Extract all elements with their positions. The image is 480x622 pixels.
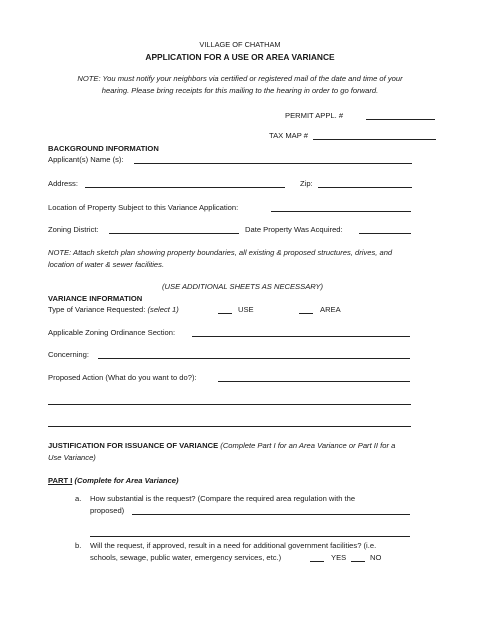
- permit-appl-field[interactable]: [366, 119, 435, 120]
- address-label: Address:: [48, 179, 78, 188]
- justification-heading: JUSTIFICATION FOR ISSUANCE OF VARIANCE: [48, 441, 219, 450]
- proposed-action-line-2[interactable]: [48, 404, 411, 405]
- area-option-label: AREA: [320, 305, 341, 314]
- yes-label: YES: [331, 553, 347, 562]
- ordinance-section-field[interactable]: [192, 336, 410, 337]
- variance-type-text: Type of Variance Requested:: [48, 305, 146, 314]
- question-a-line-field-2[interactable]: [90, 536, 410, 537]
- additional-sheets-note: (USE ADDITIONAL SHEETS AS NECESSARY): [162, 282, 324, 291]
- question-a-line-1: How substantial is the request? (Compare the required area regulation with the: [90, 494, 356, 503]
- zoning-district-label: Zoning District:: [48, 225, 99, 234]
- variance-type-hint: (select 1): [147, 305, 179, 314]
- justification-heading-row: [48, 441, 395, 450]
- date-acquired-field[interactable]: [359, 233, 411, 234]
- concerning-label: Concerning:: [48, 350, 89, 359]
- justification-hint-2: Use Variance): [48, 453, 96, 462]
- part1-hint: (Complete for Area Variance): [74, 476, 179, 485]
- notice-line-2: hearing. Please bring receipts for this mailing to the hearing in order to go forward.: [101, 86, 379, 95]
- proposed-action-label: Proposed Action (What do you want to do?):: [48, 373, 197, 382]
- sketch-note-line-2: location of water & sewer facilities.: [48, 260, 165, 269]
- tax-map-label: TAX MAP #: [269, 131, 308, 140]
- variance-type-label: [48, 305, 179, 314]
- background-heading: BACKGROUND INFORMATION: [48, 144, 159, 153]
- part1-label: PART I: [48, 476, 73, 485]
- zip-field[interactable]: [318, 187, 412, 188]
- question-a-letter: a.: [75, 494, 82, 503]
- notice-line-1: NOTE: You must notify your neighbors via certified or registered mail of the date and time of your: [77, 74, 403, 83]
- page-title: APPLICATION FOR A USE OR AREA VARIANCE: [145, 52, 335, 62]
- location-label: Location of Property Subject to this Variance Application:: [48, 203, 239, 212]
- part1-row: [48, 476, 179, 485]
- sketch-note-line-1: NOTE: Attach sketch plan showing property boundaries, all existing & proposed structures, drives, and: [48, 248, 393, 257]
- yes-checkbox-line[interactable]: [310, 561, 324, 562]
- area-checkbox-line[interactable]: [299, 313, 313, 314]
- applicant-name-field[interactable]: [134, 163, 412, 164]
- question-b-line-2: schools, sewage, public water, emergency services, etc.): [90, 553, 282, 562]
- zip-label: Zip:: [300, 179, 313, 188]
- proposed-action-line-3[interactable]: [48, 426, 411, 427]
- tax-map-field[interactable]: [313, 139, 436, 140]
- ordinance-section-label: Applicable Zoning Ordinance Section:: [48, 328, 176, 337]
- justification-hint-1: (Complete Part I for an Area Variance or Part II for a: [220, 441, 396, 450]
- applicant-name-label: Applicant(s) Name (s):: [48, 155, 124, 164]
- zoning-district-field[interactable]: [109, 233, 239, 234]
- permit-appl-label: PERMIT APPL. #: [285, 111, 344, 120]
- question-b-line-1: Will the request, if approved, result in a need for additional government facilities? (i.e.: [90, 541, 377, 550]
- question-b-letter: b.: [75, 541, 82, 550]
- location-field[interactable]: [271, 211, 411, 212]
- address-field[interactable]: [85, 187, 285, 188]
- proposed-action-field[interactable]: [218, 381, 410, 382]
- village-name: VILLAGE OF CHATHAM: [199, 40, 281, 49]
- variance-heading: VARIANCE INFORMATION: [48, 294, 143, 303]
- no-checkbox-line[interactable]: [351, 561, 365, 562]
- use-option-label: USE: [238, 305, 254, 314]
- concerning-field[interactable]: [98, 358, 410, 359]
- use-checkbox-line[interactable]: [218, 313, 232, 314]
- date-acquired-label: Date Property Was Acquired:: [245, 225, 343, 234]
- question-a-field[interactable]: [132, 514, 410, 515]
- no-label: NO: [370, 553, 382, 562]
- question-a-line-2: proposed): [90, 506, 125, 515]
